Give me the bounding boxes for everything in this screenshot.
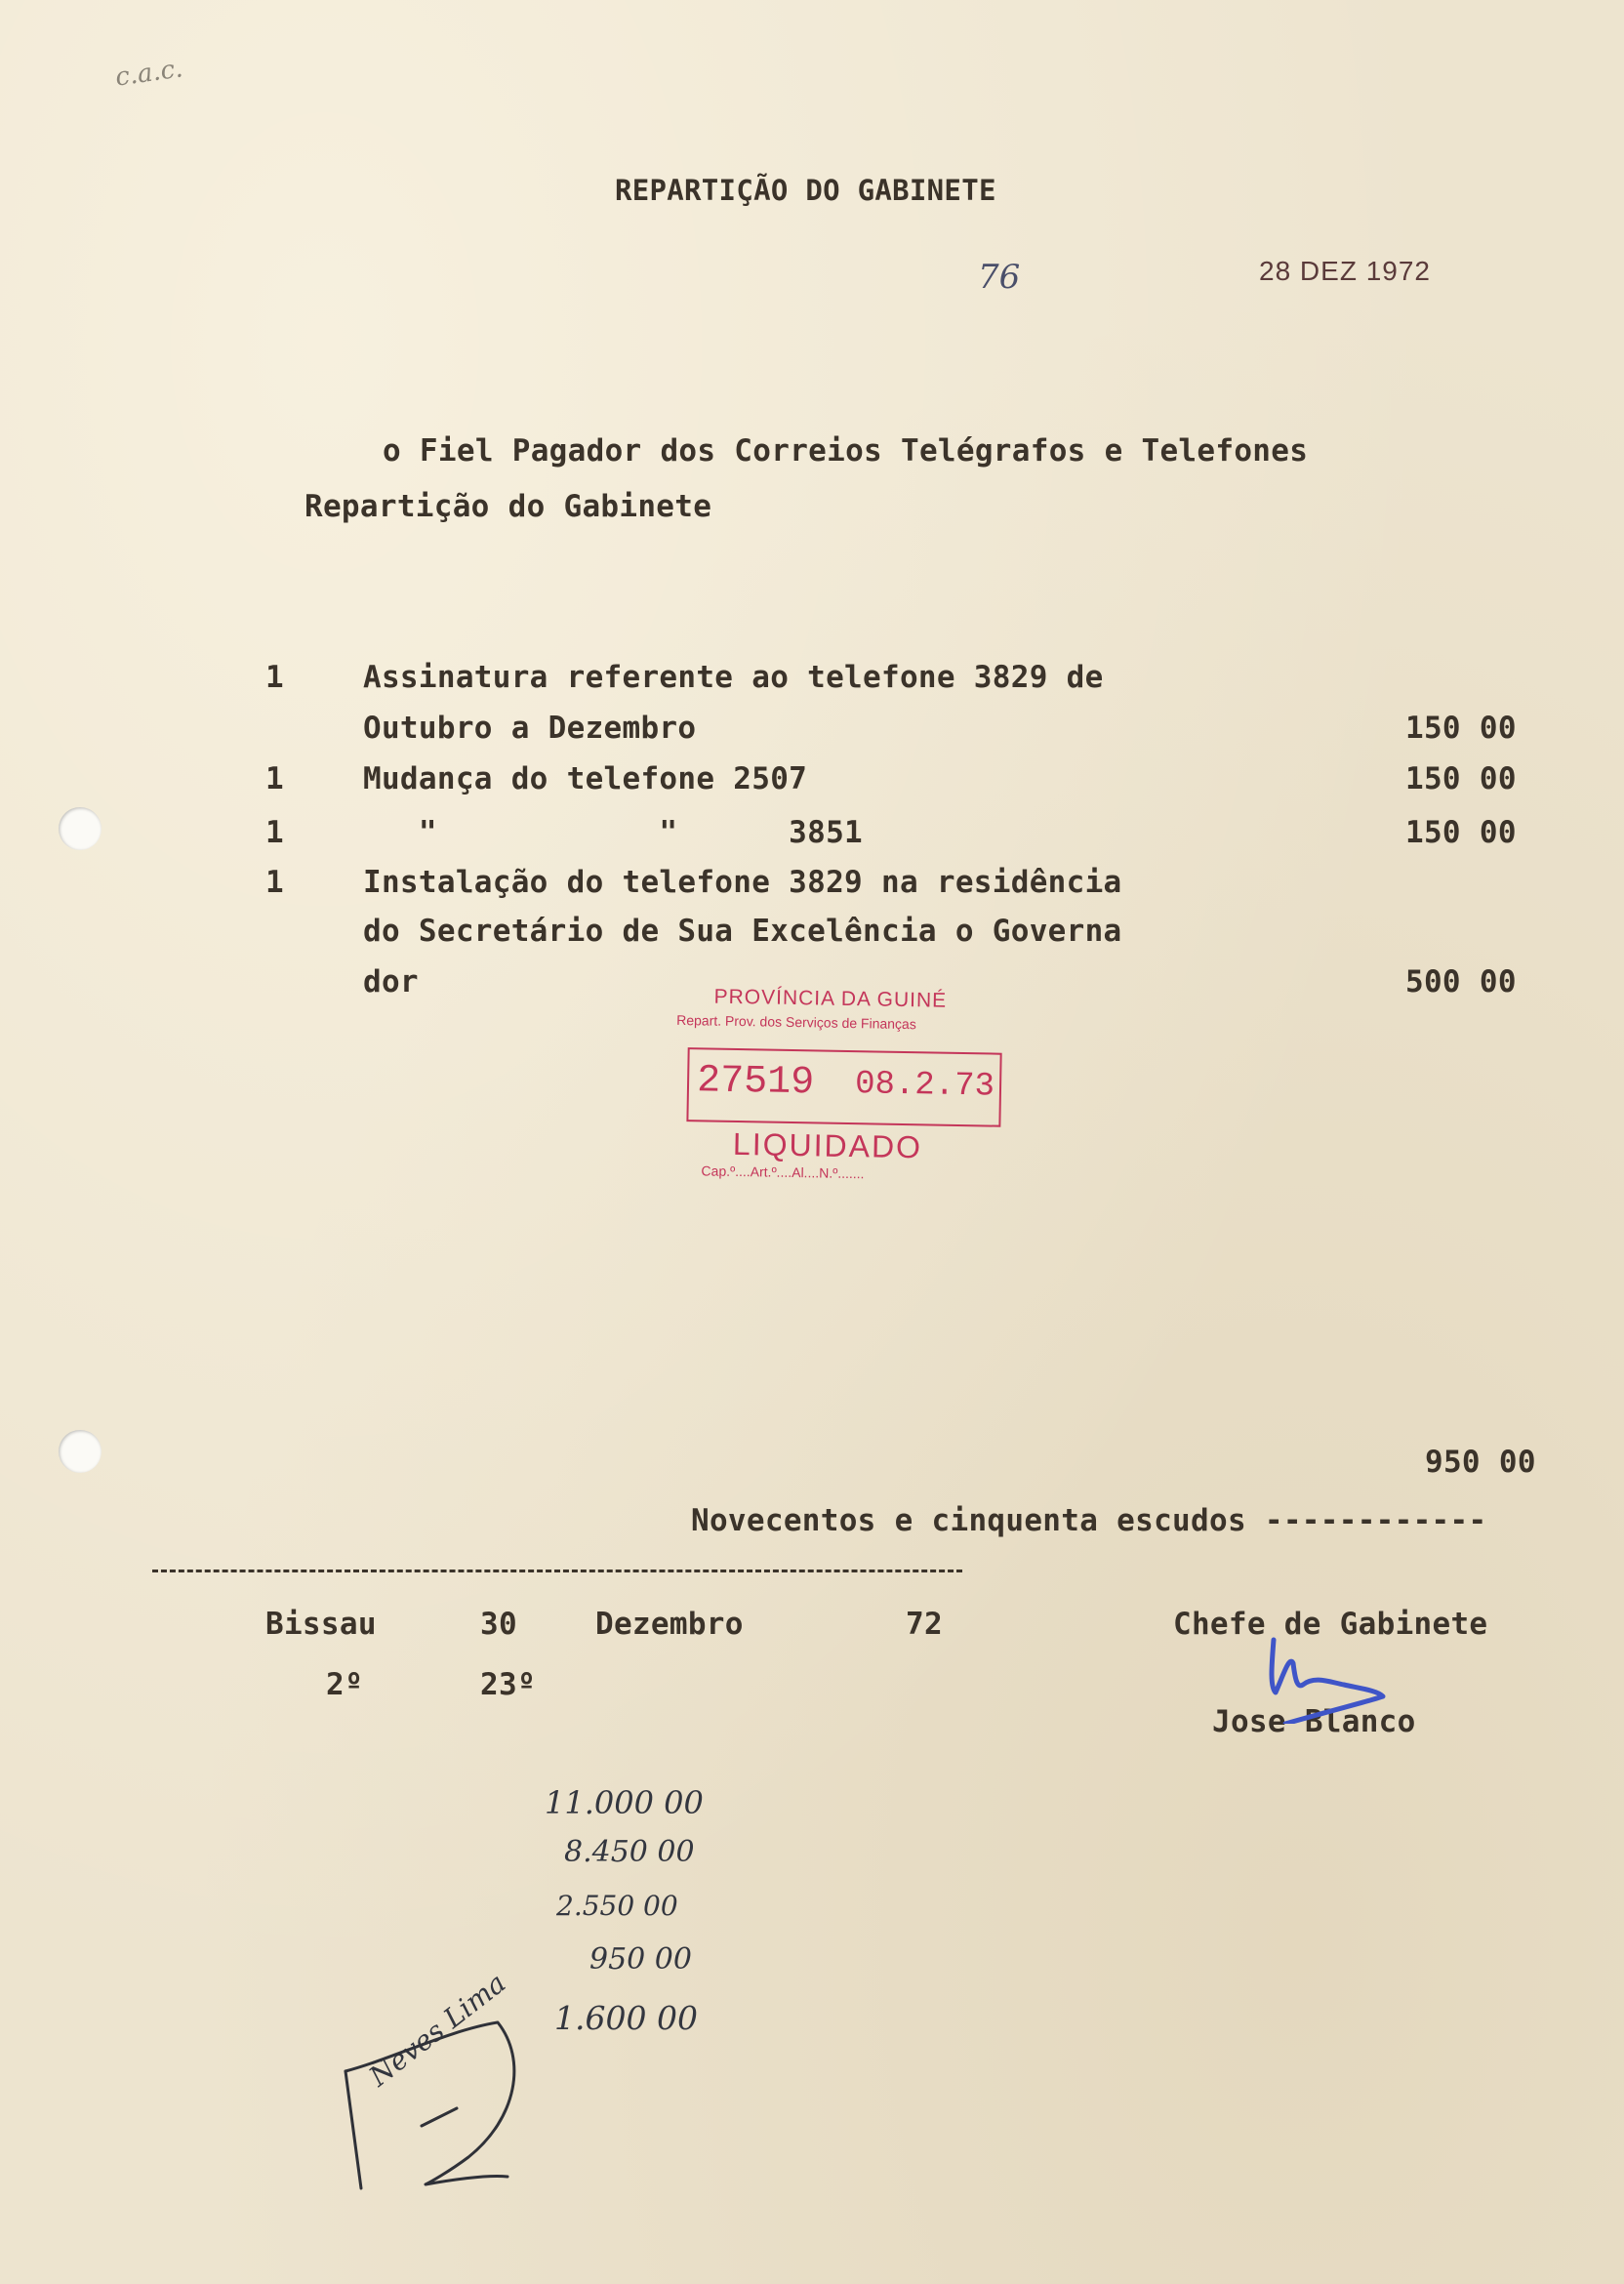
signatory-name: Jose Blanco (1212, 1704, 1416, 1739)
stamp-number-box (686, 1047, 1001, 1127)
item-description-line: dor (363, 964, 419, 999)
item-description-line: " " 3851 (363, 815, 864, 850)
corner-handwritten-mark: c.a.c. (113, 54, 185, 93)
stamp-department: Repart. Prov. dos Serviços de Finanças (676, 1011, 916, 1033)
handwritten-sum: 2.550 00 (556, 1890, 678, 1922)
handwritten-sum: 11.000 00 (545, 1784, 704, 1821)
item-amount: 500 00 (1405, 964, 1517, 999)
stamp-status: LIQUIDADO (732, 1125, 923, 1165)
stamp-province: PROVÍNCIA DA GUINÉ (713, 985, 948, 1012)
stamp-date: 08.2.73 (854, 1066, 995, 1106)
total-in-words: Novecentos e cinquenta escudos ------------ (691, 1503, 1487, 1538)
reference-col-a: 2º (326, 1667, 363, 1702)
addressee-line-1: o Fiel Pagador dos Correios Telégrafos e Telefones (383, 433, 1309, 469)
item-amount: 150 00 (1405, 711, 1517, 746)
item-description-line: Outubro a Dezembro (363, 711, 697, 746)
item-amount: 150 00 (1405, 815, 1517, 850)
stamp-footer: Cap.º....Art.º....Al....N.º....... (701, 1162, 865, 1182)
item-qty: 1 (265, 660, 284, 695)
divider-line (152, 1570, 962, 1572)
date-month: Dezembro (595, 1607, 744, 1642)
handwritten-sum: 1.600 00 (554, 1999, 698, 2037)
handwritten-note: Neves Lima (363, 1966, 512, 2094)
item-description-line: Mudança do telefone 2507 (363, 761, 808, 796)
date-year: 72 (906, 1607, 943, 1642)
signature-scribble (1264, 1636, 1401, 1724)
date-day: 30 (480, 1607, 517, 1642)
total-amount: 950 00 (1425, 1445, 1536, 1480)
item-qty: 1 (265, 865, 284, 900)
item-qty: 1 (265, 815, 284, 850)
item-amount: 150 00 (1405, 761, 1517, 796)
liquidation-stamp (662, 981, 1036, 1198)
punch-hole-top (59, 807, 102, 850)
addressee-line-2: Repartição do Gabinete (304, 489, 712, 524)
signature-title: Chefe de Gabinete (1173, 1607, 1488, 1642)
item-description-line: Assinatura referente ao telefone 3829 de (363, 660, 1104, 695)
punch-hole-bottom (59, 1430, 102, 1473)
handwritten-sum: 950 00 (589, 1942, 692, 1977)
item-description-line: do Secretário de Sua Excelência o Governa (363, 914, 1122, 949)
item-qty: 1 (265, 761, 284, 796)
date-stamp: 28 DEZ 1972 (1259, 256, 1431, 286)
handwritten-sum: 8.450 00 (564, 1835, 695, 1869)
reference-col-b: 23º (480, 1667, 536, 1702)
item-description-line: Instalação do telefone 3829 na residência (363, 865, 1122, 900)
place-label: Bissau (265, 1607, 377, 1642)
document-number: 76 (978, 258, 1021, 297)
department-heading: REPARTIÇÃO DO GABINETE (615, 174, 996, 207)
handwritten-bracket (332, 2011, 547, 2196)
stamp-number: 27519 (696, 1059, 815, 1106)
